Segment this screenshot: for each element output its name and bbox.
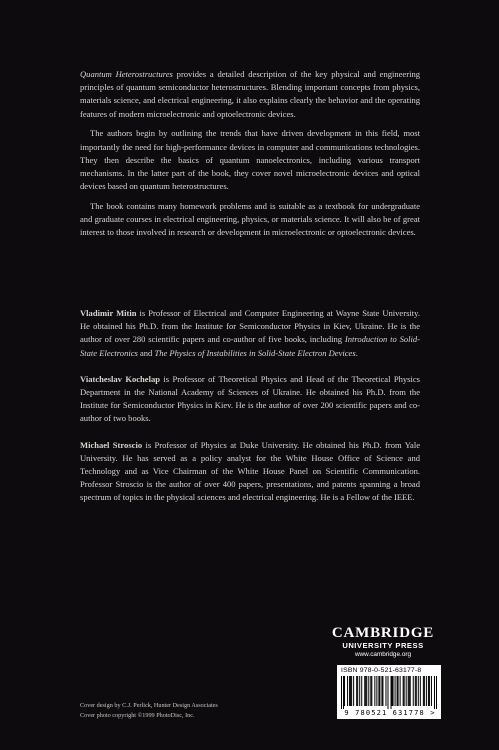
barcode-bar [341,676,342,709]
book-description [80,68,420,239]
barcode-bar [344,676,345,706]
barcode-bar [366,676,367,706]
barcode-bar [403,676,404,706]
barcode-bar [343,676,344,709]
author-name: Viatcheslav Kochelap [80,373,160,384]
barcode-bar [382,676,383,706]
barcode-bar [371,676,372,706]
barcode-bar [359,676,360,706]
barcode-bar [376,676,377,706]
author-name: Vladimir Mitin [80,308,137,318]
barcode-bar [374,676,375,706]
barcode-bar [392,676,393,706]
barcode-bar [423,676,424,706]
publisher-logo [330,626,436,656]
barcode-bar [393,676,394,706]
barcode-panel [337,665,441,719]
barcode-bar [429,676,430,706]
author-name: Michael Stroscio [80,439,143,450]
cover-design-credit: Cover design by C.J. Perlick, Hunter Design Associates [80,702,218,709]
barcode-bar [406,676,407,706]
author-bio-mitin: Vladimir Mitin is Professor of Electrical and Computer Engineering at Wayne State University. He obtained his Ph.D. from the Institute for Semiconductor Physics in Kiev, Ukraine. He is the author of over 280 scientific papers and co-author of five books, including Introduction to Solid-State Electronics and The Physics of Instabilities in Solid-State Electron Devices. [80,308,420,358]
barcode-bar [436,676,437,709]
cover-photo-credit: Cover photo copyright ©1999 PhotoDisc, Inc. [80,711,195,719]
barcode-bar [353,676,354,706]
publisher-name: CAMBRIDGE [331,625,435,641]
book-reference: The Physics of Instabilities in Solid-State Electron Devices [154,347,356,358]
barcode-bar [409,676,410,706]
barcode-bar [428,676,429,706]
barcode-bar [379,676,380,706]
publisher-url: www.cambridge.org [354,651,412,658]
author-biographies [80,307,420,505]
barcode-bar [357,676,358,706]
description-paragraph-1: Quantum Heterostructures provides a detailed description of the key physical and engineering principles of quantum semiconductor heterostructures. Blending important concepts from physics, materials science, and electrical engineering, it also explains clearly the behavior and the operating features of modern microelectronic and optoelectronic devices. [80,69,420,119]
barcode-bar [404,676,405,706]
barcode-bar [368,676,369,706]
description-paragraph-2: The authors begin by outlining the trends that have driven development in this field, most importantly the need for high-performance devices in computer and communications technologies. They then describe the basics of quantum nanoelectronics, including various transport mechanisms. In the latter part of the book, they cover novel microelectronic devices and optical devices based on quantum heterostructures. [80,128,420,192]
barcode-bar [431,676,432,706]
barcode-bar [391,676,392,709]
barcode-bar [420,676,421,706]
book-title: Quantum Heterostructures [80,69,173,79]
author-bio-stroscio: Michael Stroscio is Professor of Physics at Duke University. He obtained his Ph.D. from Yale University. He has served as a policy analyst for the White House Office of Science and Technology and as Vice Chairman of the White House Panel on Scientific Communication. Professor Stroscio is the author of over 400 papers, presentations, and patents spanning a broad spectrum of topics in the physical sciences and electrical engineering. He is a Fellow of the IEEE. [80,439,420,503]
barcode-bar [381,676,382,706]
barcode-bar [347,676,348,706]
barcode-bar [415,676,416,706]
description-paragraph-3: The book contains many homework problems and is suitable as a textbook for undergraduate and graduate courses in electrical engineering, physics, or materials science. It will also be of great interest to those involved in research or development in microelectronic or optoelectronic devices. [80,200,420,238]
barcode-bar [418,676,419,706]
barcode-bar [400,676,401,706]
barcode-bar [351,676,352,706]
book-reference: Introduction to Solid-State Electronics [80,334,420,358]
barcode-bar [356,676,357,706]
barcode-bar [385,676,386,706]
isbn-label: ISBN 978-0-521-63177-8 [341,667,422,674]
barcode-bar [365,676,366,706]
barcode-bar [413,676,414,706]
barcode-bar [364,676,365,706]
barcode-bar [350,676,351,706]
barcode-bar [398,676,399,706]
barcode-bar [397,676,398,706]
barcode-bar [416,676,417,706]
barcode-digits: 9 780521 631778 > [344,709,436,717]
cover-credits [80,701,218,720]
barcode-bar [426,676,427,706]
barcode-bar [434,676,435,709]
barcode-bar [395,676,396,706]
barcode-bar [361,676,362,706]
barcode-bar [370,676,371,706]
barcode-bar [378,676,379,706]
barcode-bar [424,676,425,706]
publisher-subtitle: UNIVERSITY PRESS [342,641,424,650]
author-bio-kochelap: Viatcheslav Kochelap is Professor of Theoretical Physics and Head of the Theoretical Physics Department in the National Academy of Sciences of Ukraine. He obtained his Ph.D. from the Institute for Semiconductor Physics in Kiev. He is the author of over 200 scientific papers and co-author of two books. [80,373,420,424]
barcode-icon [341,676,437,709]
barcode-bar [349,676,350,706]
barcode-bar [410,676,411,706]
barcode-bar [387,676,388,709]
barcode-bar [408,676,409,706]
